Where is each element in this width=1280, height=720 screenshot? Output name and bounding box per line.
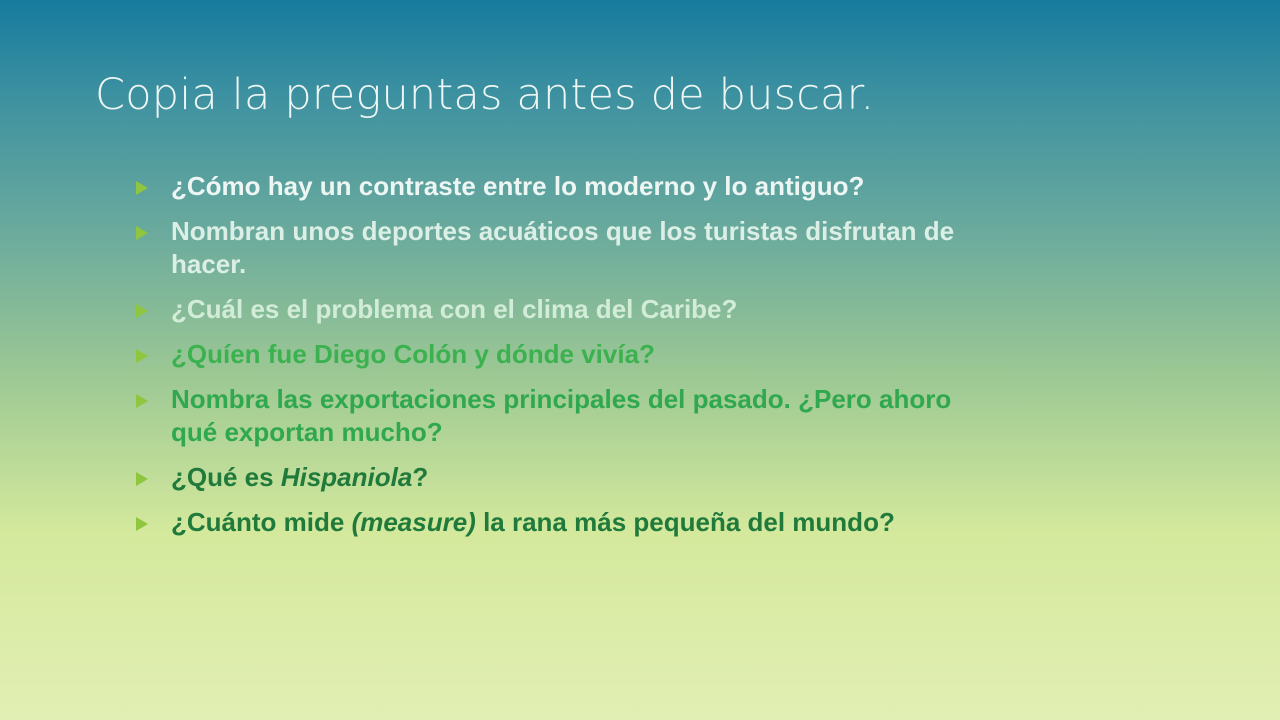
question-text: Nombra las exportaciones principales del pasado. ¿Pero ahoro qué exportan mucho? [171, 384, 952, 447]
question-text: Nombran unos deportes acuáticos que los turistas disfrutan de hacer. [171, 216, 955, 279]
list-item [136, 170, 976, 203]
bullet-arrow-icon [136, 349, 148, 363]
slide-title: Copia la preguntas antes de buscar. [95, 70, 875, 120]
bullet-arrow-icon [136, 517, 148, 531]
question-text: ¿Cuál es el problema con el clima del Caribe? [171, 294, 738, 324]
question-text: ¿Cómo hay un contraste entre lo moderno y lo antiguo? [171, 171, 865, 201]
bullet-arrow-icon [136, 394, 148, 408]
list-item [136, 293, 976, 326]
bullet-arrow-icon [136, 472, 148, 486]
bullet-arrow-icon [136, 304, 148, 318]
question-text-start: ¿Qué es [171, 462, 281, 492]
list-item [136, 215, 976, 281]
list-item [136, 383, 976, 449]
question-text-end: ? [412, 462, 429, 492]
bullet-arrow-icon [136, 226, 148, 240]
list-item [136, 506, 976, 539]
question-list [136, 170, 976, 551]
list-item [136, 338, 976, 371]
question-text-start: ¿Cuánto mide [171, 507, 352, 537]
question-text-end: la rana más pequeña del mundo? [475, 507, 895, 537]
question-text-italic: Hispaniola [280, 462, 413, 492]
bullet-arrow-icon [136, 181, 148, 195]
list-item [136, 461, 976, 494]
question-text: ¿Quíen fue Diego Colón y dónde vivía? [171, 339, 655, 369]
question-text-italic: (measure) [351, 507, 476, 537]
